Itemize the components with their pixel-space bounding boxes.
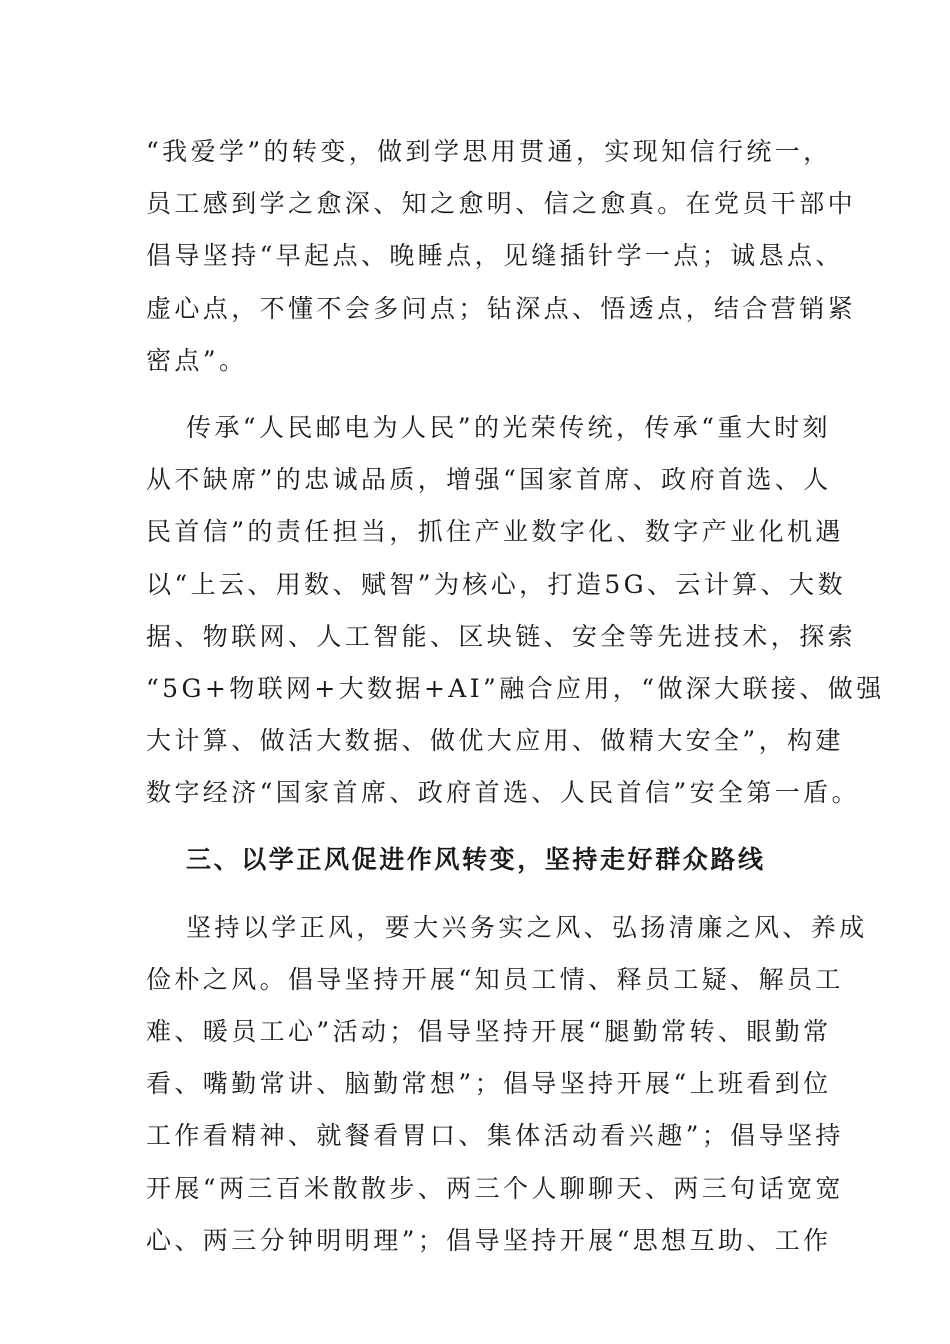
- text-line: 坚持以学正风，要大兴务实之风、弘扬清廉之风、养成: [186, 912, 868, 942]
- document-body: [146, 126, 885, 1267]
- text-line: 心、两三分钟明明理”；倡导坚持开展“思想互助、工作: [146, 1225, 832, 1255]
- text-line: 密点”。: [146, 345, 248, 375]
- paragraph-spacer: [146, 819, 806, 834]
- text-line: 工作看精神、就餐看胃口、集体活动看兴趣”；倡导坚持: [146, 1121, 844, 1151]
- text-line: 数字经济“国家首席、政府首选、人民首信”安全第一盾。: [146, 778, 860, 808]
- text-line: 传承“人民邮电为人民”的光荣传统，传承“重大时刻: [186, 412, 831, 442]
- text-line: 员工感到学之愈深、知之愈明、信之愈真。在党员干部中: [146, 189, 857, 219]
- text-line: 看、嘴勤常讲、脑勤常想”；倡导坚持开展“上班看到位: [146, 1069, 832, 1099]
- text-line: 民首信”的责任担当，抓住产业数字化、数字产业化机遇: [146, 517, 844, 547]
- section-heading: 三、以学正风促进作风转变，坚持走好群众路线: [186, 845, 766, 875]
- text-line: “5G+物联网+大数据+AI”融合应用，“做深大联接、做强: [146, 673, 885, 703]
- text-line: 从不缺席”的忠诚品质，增强“国家首席、政府首选、人: [146, 465, 832, 495]
- text-line: 虚心点，不懂不会多问点；钻深点、悟透点，结合营销紧: [146, 293, 857, 323]
- paragraph-2: [146, 402, 885, 820]
- text-line: 据、物联网、人工智能、区块链、安全等先进技术，探索: [146, 621, 857, 651]
- text-line: 俭朴之风。倡导坚持开展“知员工情、释员工疑、解员工: [146, 964, 844, 994]
- paragraph-spacer: [146, 387, 806, 402]
- text-line: 以“上云、用数、赋智”为核心，打造5G、云计算、大数: [146, 569, 846, 599]
- paragraph-spacer: [146, 887, 806, 902]
- paragraph-3: [146, 902, 868, 1267]
- text-line: “我爱学”的转变，做到学思用贯通，实现知信行统一，: [146, 137, 832, 166]
- text-line: 倡导坚持“早起点、晚睡点，见缝插针学一点；诚恳点、: [146, 241, 844, 271]
- text-line: 开展“两三百米散散步、两三个人聊聊天、两三句话宽宽: [146, 1173, 844, 1203]
- text-line: 难、暖员工心”活动；倡导坚持开展“腿勤常转、眼勤常: [146, 1017, 832, 1046]
- paragraph-1: [146, 126, 857, 387]
- text-line: 大计算、做活大数据、做优大应用、做精大安全”，构建: [146, 726, 844, 756]
